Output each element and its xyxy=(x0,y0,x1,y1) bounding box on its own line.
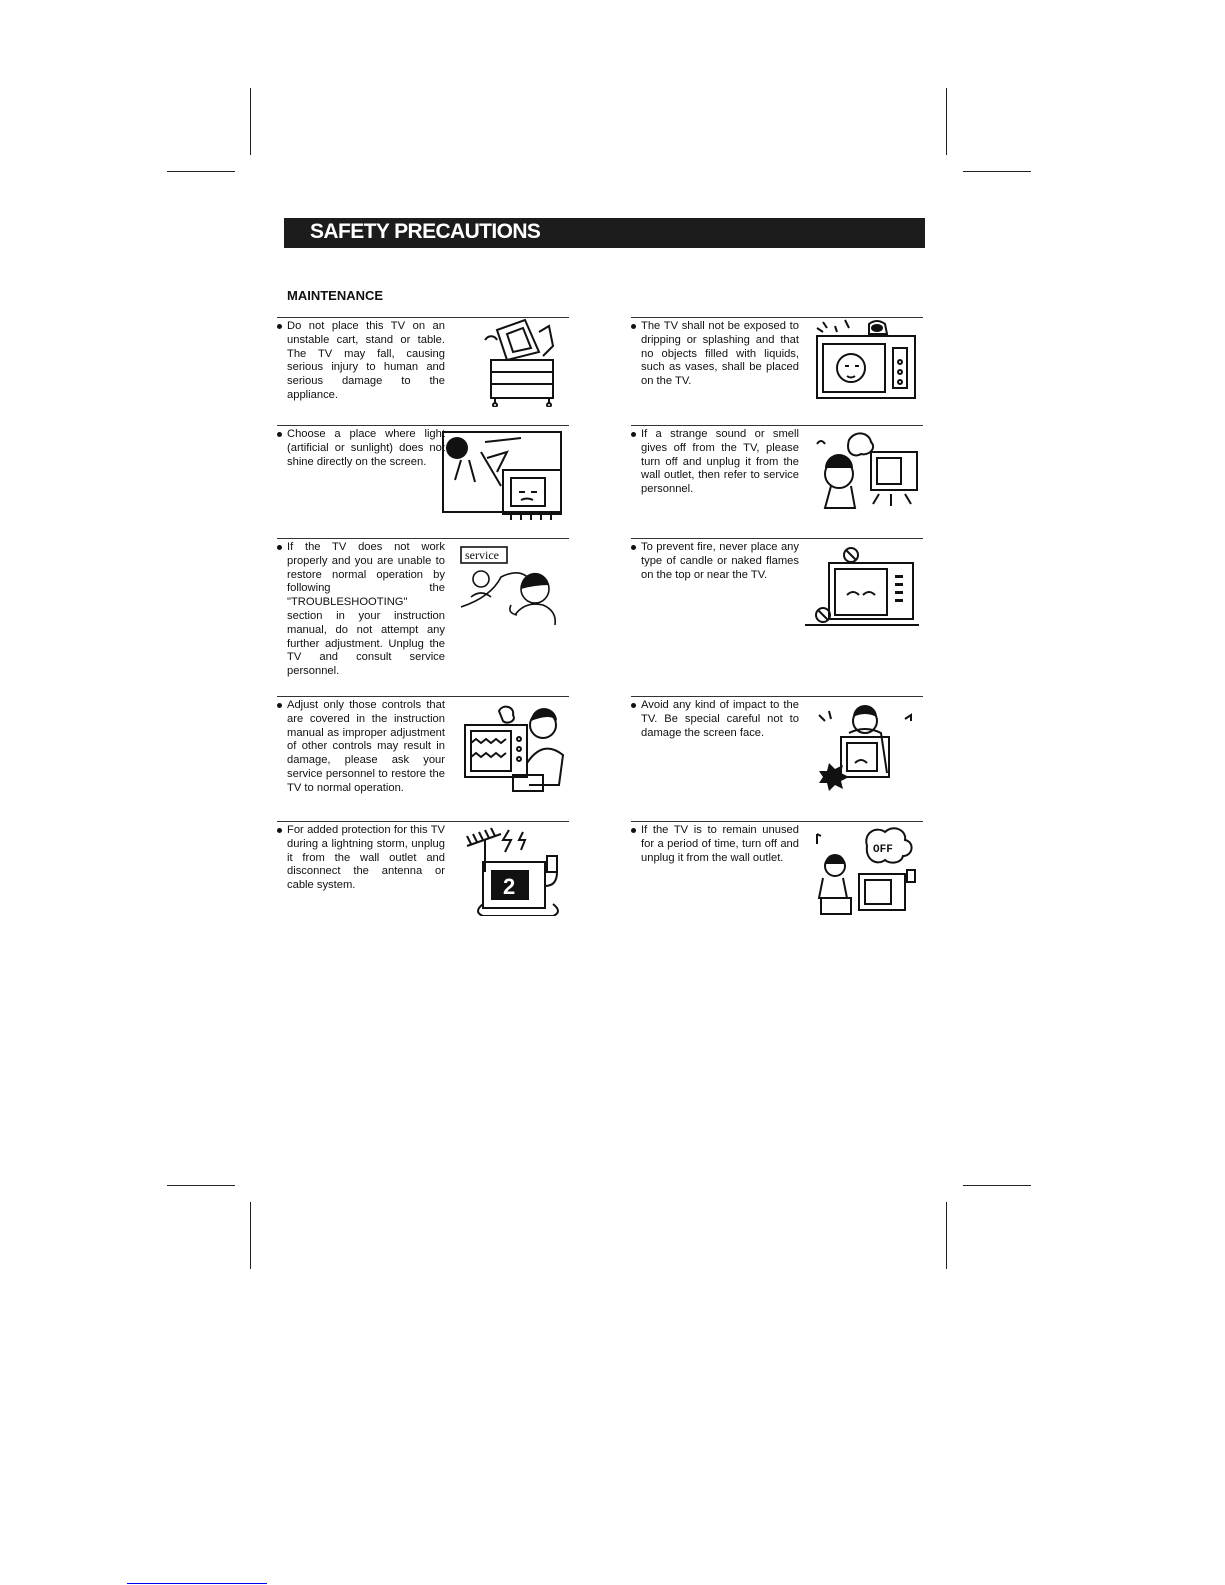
bullet-icon xyxy=(631,545,636,550)
precaution-text: If the TV does not work properly and you are unable to restore normal operation by following the "TROUBLESHOOTING" section in your instruction manual, do not attempt any further adjustment. Unplug the TV and consult service personnel. xyxy=(287,541,445,678)
page-title: SAFETY PRECAUTIONS xyxy=(310,220,541,243)
bullet-icon xyxy=(277,324,282,329)
tv-off-unplug-icon xyxy=(809,826,921,916)
tv-impact-icon xyxy=(809,703,921,793)
strange-smell-tv-icon xyxy=(809,428,921,516)
bullet-icon xyxy=(277,828,282,833)
precaution-item xyxy=(277,821,569,922)
lightning-antenna-icon xyxy=(461,826,565,916)
precaution-item xyxy=(631,538,923,689)
precaution-item xyxy=(277,425,569,526)
precaution-item xyxy=(631,425,923,526)
tv-on-unstable-cart-icon xyxy=(477,312,565,407)
sunlight-on-tv-icon xyxy=(441,430,565,520)
precaution-text: For added protection for this TV during a lightning storm, unplug it from the wall outlet and disconnect the antenna or cable system. xyxy=(287,824,445,892)
crop-mark xyxy=(946,88,947,155)
bullet-icon xyxy=(631,828,636,833)
no-candle-tv-icon xyxy=(803,541,921,627)
precaution-item xyxy=(277,538,569,689)
precaution-text: Avoid any kind of impact to the TV. Be special careful not to damage the screen face. xyxy=(641,699,799,739)
precaution-item xyxy=(277,696,569,817)
bullet-icon xyxy=(631,703,636,708)
precaution-text: Adjust only those controls that are covered in the instruction manual as improper adjustment of other controls may result in damage, please ask your service personnel to restore the TV to normal operation. xyxy=(287,699,445,794)
crop-mark xyxy=(250,1202,251,1269)
bullet-icon xyxy=(631,324,636,329)
precaution-item xyxy=(277,317,569,418)
precaution-item xyxy=(631,696,923,817)
bullet-icon xyxy=(277,432,282,437)
call-service-icon xyxy=(459,545,565,631)
bullet-icon xyxy=(277,545,282,550)
svg-text:2: 2 xyxy=(503,874,516,899)
crop-mark xyxy=(167,171,235,172)
crop-mark xyxy=(946,1202,947,1269)
adjust-controls-icon xyxy=(463,703,567,795)
precaution-text: Do not place this TV on an unstable cart, stand or table. The TV may fall, causing serious injury to human and serious damage to the appliance. xyxy=(287,320,445,401)
service-label: service xyxy=(465,548,499,562)
tv-water-splash-icon xyxy=(809,318,921,400)
crop-mark xyxy=(167,1185,235,1186)
precaution-item xyxy=(631,821,923,922)
off-label: OFF xyxy=(873,844,893,856)
precaution-text: To prevent fire, never place any type of candle or naked flames on the top or near the TV. xyxy=(641,541,799,581)
bullet-icon xyxy=(277,703,282,708)
precaution-text: If a strange sound or smell gives off from the TV, please turn off and unplug it from the wall outlet, then refer to service personnel. xyxy=(641,428,799,496)
crop-mark xyxy=(963,1185,1031,1186)
precaution-text: Choose a place where light (artificial or sunlight) does not shine directly on the screen. xyxy=(287,428,445,468)
bullet-icon xyxy=(631,432,636,437)
crop-mark xyxy=(250,88,251,155)
link-underline xyxy=(127,1583,267,1584)
precaution-text: If the TV is to remain unused for a period of time, turn off and unplug it from the wall outlet. xyxy=(641,824,799,864)
precaution-text: The TV shall not be exposed to dripping or splashing and that no objects filled with liquids, such as vases, shall be placed on the TV. xyxy=(641,320,799,388)
precaution-item xyxy=(631,317,923,418)
title-bar xyxy=(284,218,925,248)
section-heading: MAINTENANCE xyxy=(287,288,384,303)
crop-mark xyxy=(963,171,1031,172)
